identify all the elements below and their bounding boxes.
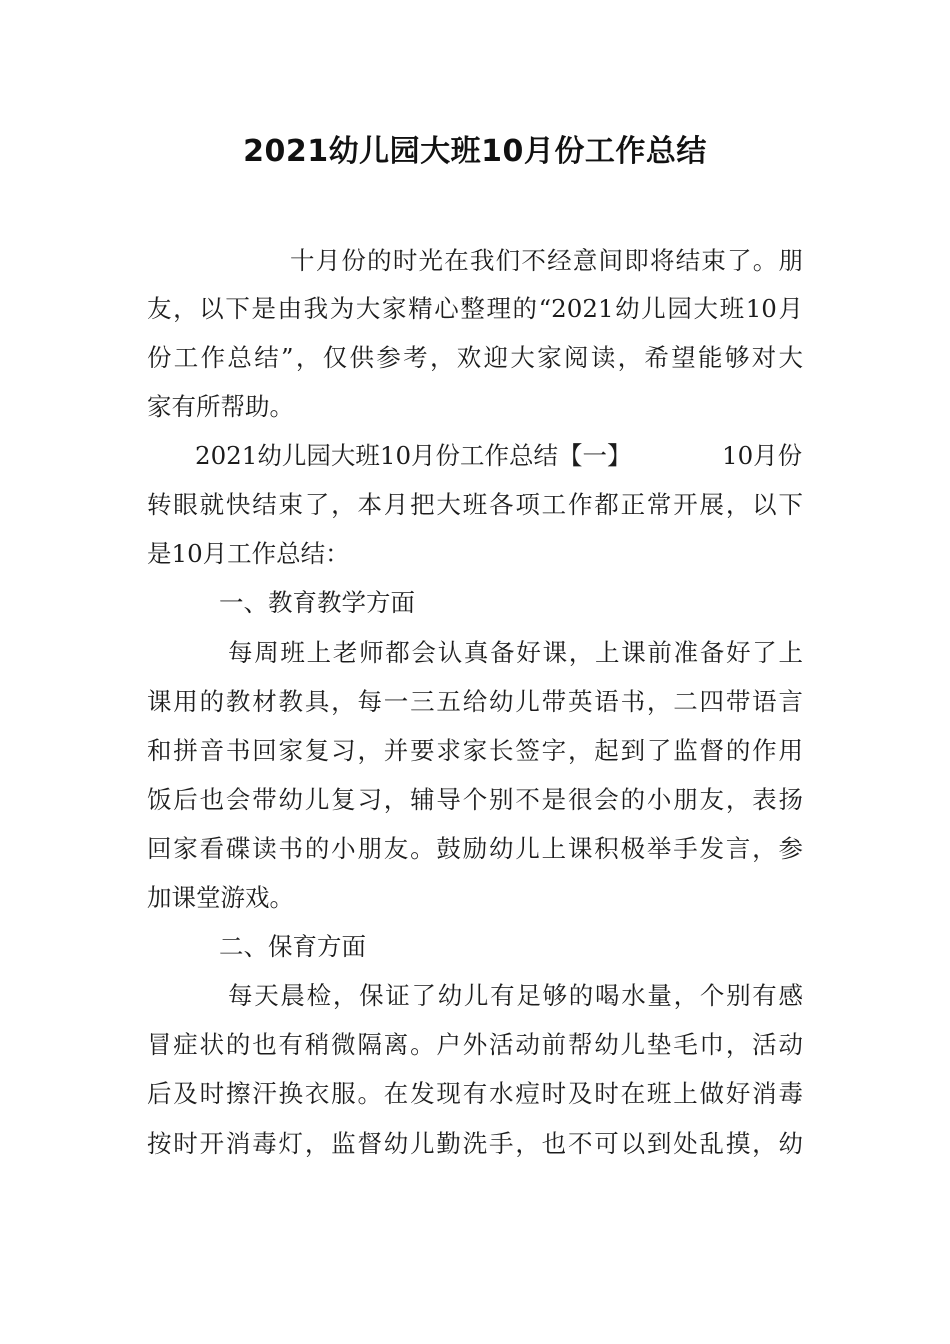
section-heading: 二、保育方面 [219, 932, 366, 961]
paragraph-line: 10月份 [722, 441, 803, 470]
paragraph-line: 是10月工作总结： [147, 539, 350, 568]
paragraph-line: 回家看碟读书的小朋友。鼓励幼儿上课积极举手发言，参 [147, 834, 803, 863]
paragraph-line: 家有所帮助。 [147, 392, 294, 421]
paragraph-line: 十月份的时光在我们不经意间即将结束了。朋 [290, 246, 803, 275]
paragraph-line: 加课堂游戏。 [147, 883, 294, 912]
paragraph-line: 和拼音书回家复习，并要求家长签字，起到了监督的作用 [147, 736, 803, 765]
section-heading: 2021幼儿园大班10月份工作总结【一】 [195, 441, 632, 470]
paragraph-line: 份工作总结”，仅供参考，欢迎大家阅读，希望能够对大 [147, 343, 803, 372]
paragraph-line: 友，以下是由我为大家精心整理的“2021幼儿园大班10月 [147, 294, 803, 323]
paragraph-line: 按时开消毒灯，监督幼儿勤洗手，也不可以到处乱摸，幼 [147, 1129, 803, 1158]
section-heading: 一、教育教学方面 [219, 588, 415, 617]
paragraph-line: 每天晨检，保证了幼儿有足够的喝水量，个别有感 [228, 981, 803, 1010]
paragraph-line: 转眼就快结束了，本月把大班各项工作都正常开展，以下 [147, 490, 803, 519]
paragraph-line: 后及时擦汗换衣服。在发现有水痘时及时在班上做好消毒 [147, 1079, 803, 1108]
document-title: 2021幼儿园大班10月份工作总结 [243, 134, 707, 169]
paragraph-line: 每周班上老师都会认真备好课，上课前准备好了上 [228, 638, 803, 667]
paragraph-line: 课用的教材教具，每一三五给幼儿带英语书，二四带语言 [147, 687, 803, 716]
paragraph-line: 冒症状的也有稍微隔离。户外活动前帮幼儿垫毛巾，活动 [147, 1030, 803, 1059]
paragraph-line: 饭后也会带幼儿复习，辅导个别不是很会的小朋友，表扬 [147, 785, 803, 814]
